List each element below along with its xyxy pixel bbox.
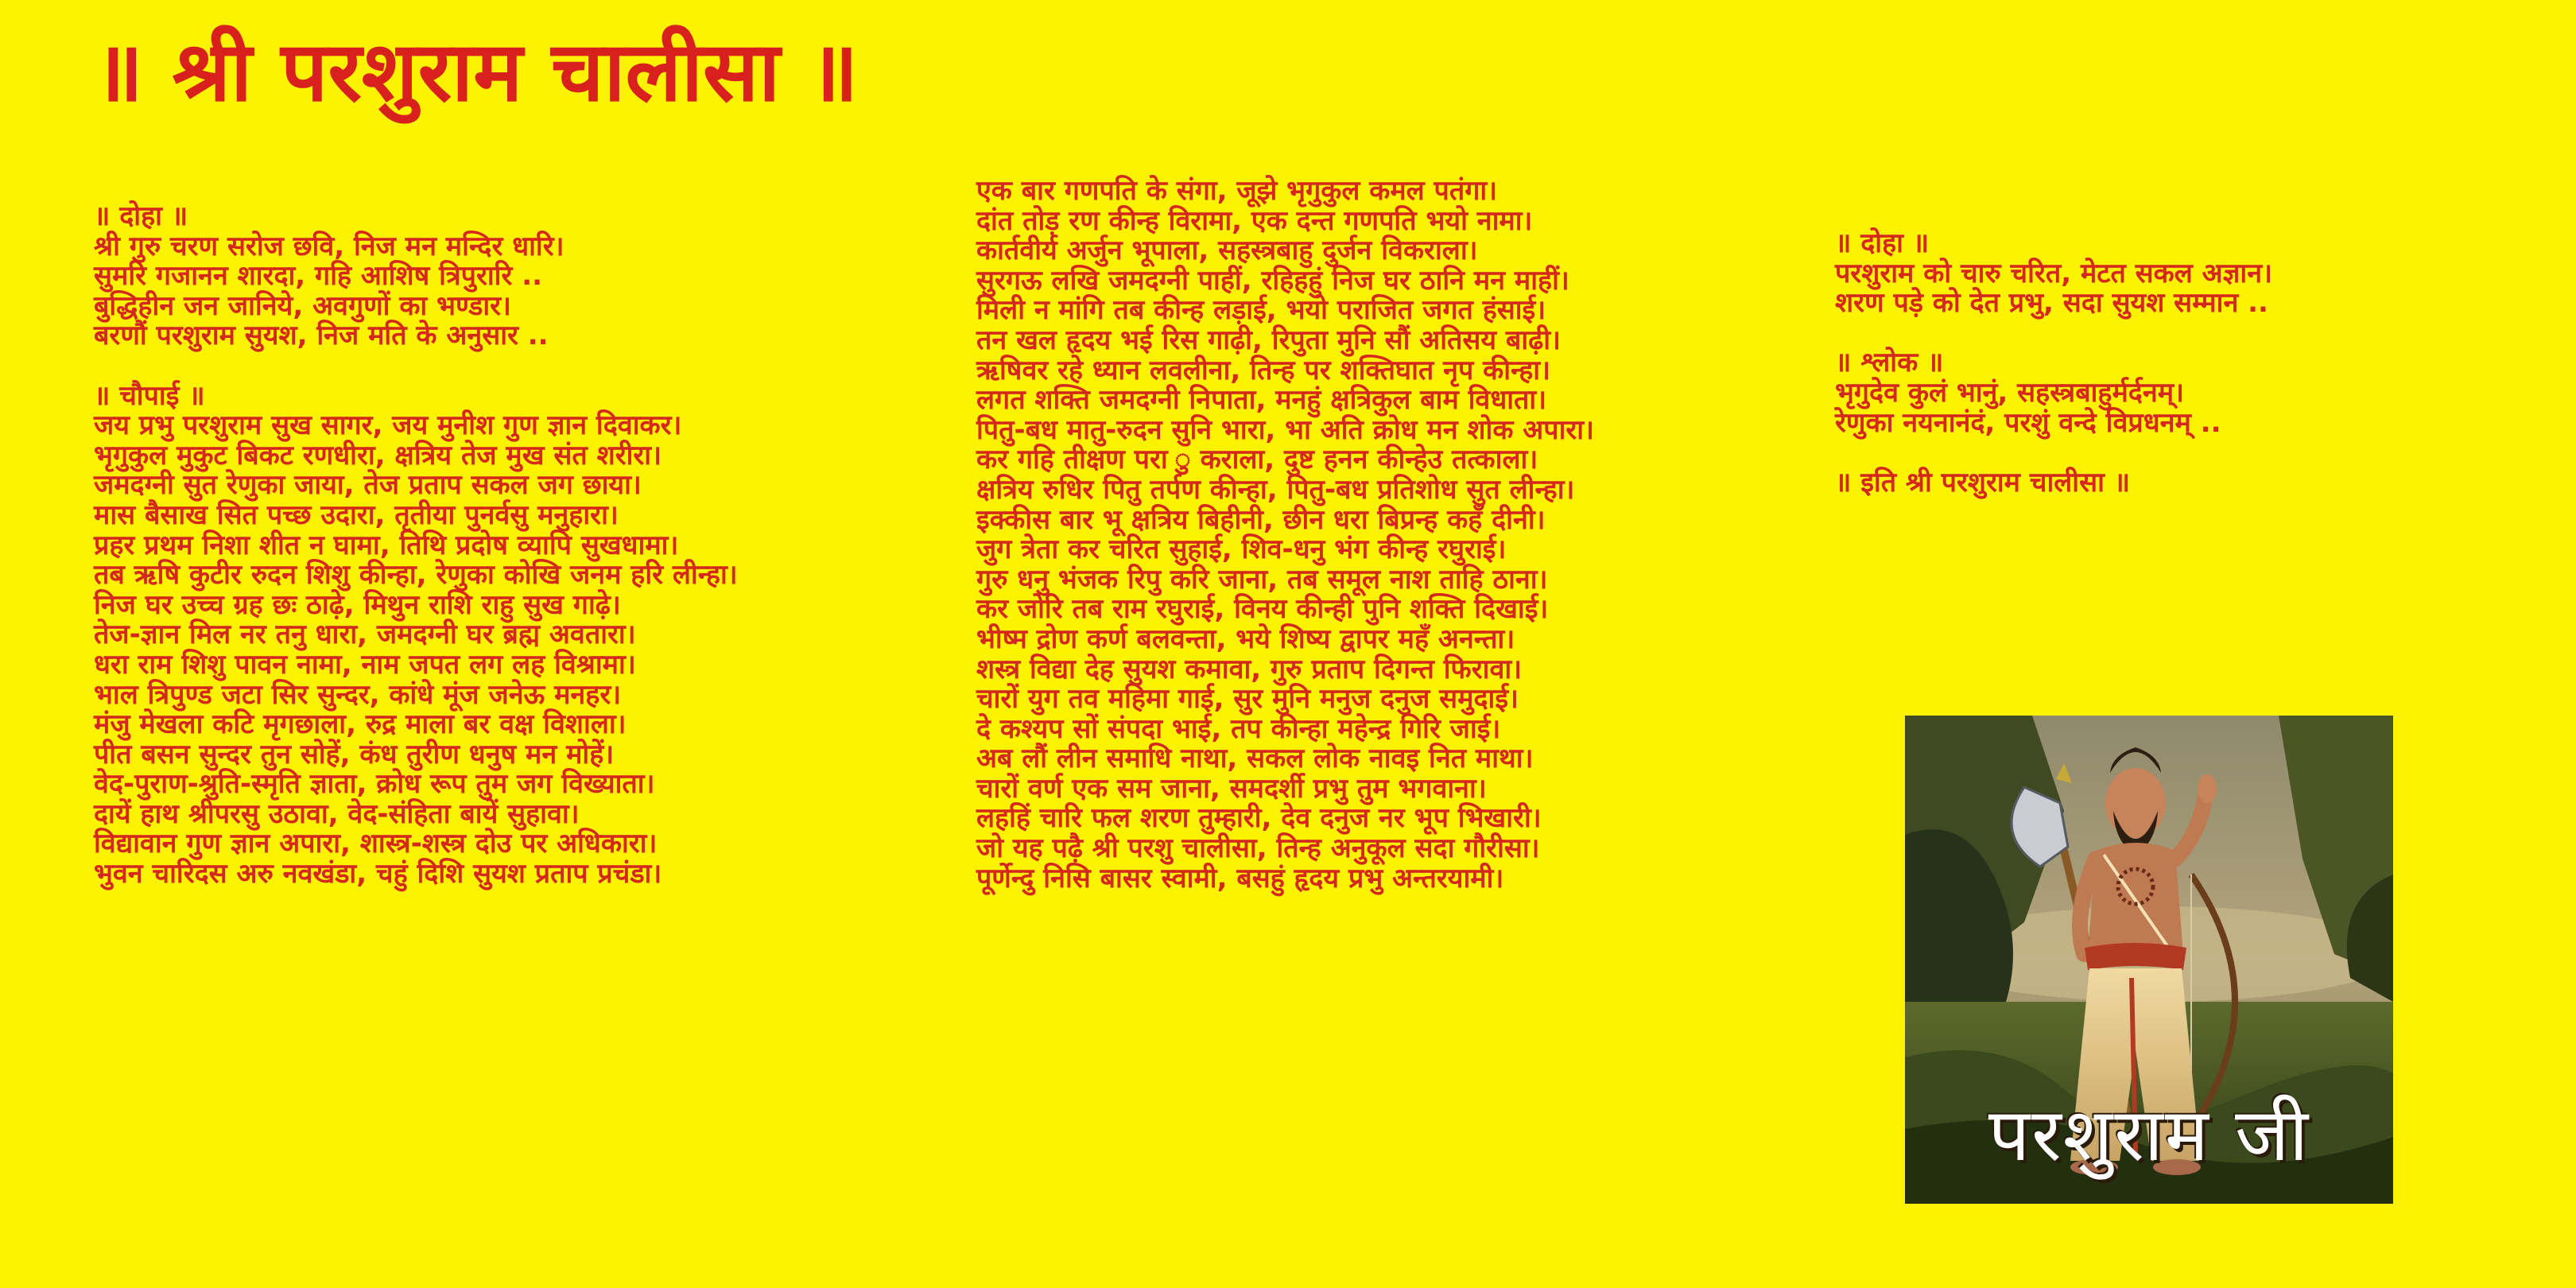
chaupai-line: तब ऋषि कुटीर रुदन शिशु कीन्हा, रेणुका कोखि जनम हरि लीन्हा।	[94, 559, 738, 592]
chaupai-line: पितु-बध मातु-रुदन सुनि भारा, भा अति क्रोध मन शोक अपारा।	[976, 413, 1594, 446]
chaupai-line: शस्त्र विद्या देह सुयश कमावा, गुरु प्रताप दिगन्त फिरावा।	[976, 653, 1523, 685]
chaupai-line: मास बैसाख सित पच्छ उदारा, तृतीया पुनर्वसु मनुहारा।	[94, 499, 619, 531]
chaupai-line: कर जोरि तब राम रघुराई, विनय कीन्ही पुनि शक्ति दिखाई।	[976, 593, 1549, 626]
chaupai-line: इक्कीस बार भू क्षत्रिय बिहीनी, छीन धरा बिप्रन्ह कहँ दीनी।	[976, 503, 1546, 536]
doha-line: बरणौं परशुराम सुयश, निज मति के अनुसार ..	[94, 320, 549, 352]
doha-line: परशुराम को चारु चरित, मेटत सकल अज्ञान।	[1835, 257, 2272, 289]
column-doha-shloka	[1835, 229, 2272, 498]
spacer	[1835, 319, 2272, 349]
chaupai-line: भाल त्रिपुण्ड जटा सिर सुन्दर, कांधे मूंज जनेऊ मनहर।	[94, 678, 622, 711]
chaupai-line: कर गहि तीक्षण परा ु कराला, दुष्ट हनन कीन्हेउ तत्काला।	[976, 444, 1538, 476]
page-title: ॥ श्री परशुराम चालीसा ॥	[94, 23, 859, 120]
chaupai-line: पूर्णेन्दु निसि बासर स्वामी, बसहुं हृदय प्रभु अन्तरयामी।	[976, 862, 1504, 894]
chaupai-line: लगत शक्ति जमदग्नी निपाता, मनहुं क्षत्रिकुल बाम विधाता।	[976, 384, 1547, 417]
chaupai-line: चारों वर्ण एक सम जाना, समदर्शी प्रभु तुम भगवाना।	[976, 772, 1487, 805]
column-doha-chaupai	[94, 202, 738, 890]
chaupai-line: जमदग्नी सुत रेणुका जाया, तेज प्रताप सकल जग छाया।	[94, 469, 642, 502]
chaupai-line: एक बार गणपति के संगा, जूझे भृगुकुल कमल पतंगा।	[976, 175, 1498, 207]
ending-line: ॥ इति श्री परशुराम चालीसा ॥	[1835, 466, 2131, 499]
doha-line: शरण पड़े को देत प्रभु, सदा सुयश सम्मान ..	[1835, 287, 2268, 320]
spacer	[94, 351, 738, 382]
portrait-caption: परशुराम जी	[1988, 1092, 2310, 1177]
chaupai-line: दांत तोड़ रण कीन्ह विरामा, एक दन्त गणपति भयो नामा।	[976, 204, 1533, 237]
chaupai-line: भीष्म द्रोण कर्ण बलवन्ता, भये शिष्य द्वापर महँ अनन्ता।	[976, 623, 1515, 655]
chaupai-line: जय प्रभु परशुराम सुख सागर, जय मुनीश गुण ज्ञान दिवाकर।	[94, 409, 682, 442]
chaupai-line: चारों युग तव महिमा गाई, सुर मुनि मनुज दनुज समुदाई।	[976, 683, 1519, 716]
chaupai-line: विद्यावान गुण ज्ञान अपारा, शास्त्र-शस्त्र दोउ पर अधिकारा।	[94, 828, 658, 860]
shloka-line: भृगुदेव कुलं भानुं, सहस्त्रबाहुर्मर्दनम्।	[1835, 376, 2184, 409]
chaupai-line: वेद-पुराण-श्रुति-स्मृति ज्ञाता, क्रोध रूप तुम जग विख्याता।	[94, 768, 655, 801]
chaupai-line: जुग त्रेता कर चरित सुहाई, शिव-धनु भंग कीन्ह रघुराई।	[976, 533, 1507, 566]
parshuram-portrait	[1905, 716, 2393, 1204]
chaupai-line: सुरगऊ लखि जमदग्नी पाहीं, रहिहहुं निज घर ठानि मन माहीं।	[976, 264, 1569, 297]
chaupai-line: दे कश्यप सों संपदा भाई, तप कीन्हा महेन्द्र गिरि जाई।	[976, 712, 1501, 745]
chaupai-line: निज घर उच्च ग्रह छः ठाढ़े, मिथुन राशि राहु सुख गाढ़े।	[94, 588, 621, 621]
chaupai-line: जो यह पढ़ै श्री परशु चालीसा, तिन्ह अनुकूल सदा गौरीसा।	[976, 832, 1540, 865]
doha-heading: ॥ दोहा ॥	[1835, 227, 1930, 259]
chaupai-line: भृगुकुल मुकुट बिकट रणधीरा, क्षत्रिय तेज मुख संत शरीरा।	[94, 439, 661, 471]
doha-line: बुद्धिहीन जन जानिये, अवगुणों का भण्डार।	[94, 289, 511, 322]
chaupai-line: पीत बसन सुन्दर तुन सोहें, कंध तुरीण धनुष मन मोहें।	[94, 738, 615, 770]
chaupai-line: प्रहर प्रथम निशा शीत न घामा, तिथि प्रदोष व्यापि सुखधामा।	[94, 529, 679, 561]
chaupai-line: धरा राम शिशु पावन नामा, नाम जपत लग लह विश्रामा।	[94, 648, 636, 681]
chaupai-line: लहहिं चारि फल शरण तुम्हारी, देव दनुज नर भूप भिखारी।	[976, 802, 1542, 835]
chaupai-line: गुरु धनु भंजक रिपु करि जाना, तब समूल नाश ताहि ठाना।	[976, 563, 1548, 596]
chaupai-line: तन खल हृदय भई रिस गाढ़ी, रिपुता मुनि सौं अतिसय बाढ़ी।	[976, 324, 1561, 356]
shloka-line: रेणुका नयनानंदं, परशुं वन्दे विप्रधनम् ..	[1835, 406, 2221, 439]
chaupai-line: अब लौं लीन समाधि नाथा, सकल लोक नावइ नित माथा।	[976, 743, 1534, 775]
chaupai-line: कार्तवीर्य अर्जुन भूपाला, सहस्त्रबाहु दुर्जन विकराला।	[976, 235, 1478, 267]
doha-line: श्री गुरु चरण सरोज छवि, निज मन मन्दिर धारि।	[94, 230, 564, 262]
doha-line: सुमरि गजानन शारदा, गहि आशिष त्रिपुरारि ..	[94, 260, 543, 293]
column-chaupai-continued	[976, 177, 1594, 894]
chaupai-line: ऋषिवर रहे ध्यान लवलीना, तिन्ह पर शक्तिघात नृप कीन्हा।	[976, 354, 1550, 386]
chaupai-line: भुवन चारिदस अरु नवखंडा, चहुं दिशि सुयश प्रताप प्रचंडा।	[94, 858, 662, 890]
chaupai-line: तेज-ज्ञान मिल नर तनु धारा, जमदग्नी घर ब्रह्म अवतारा।	[94, 619, 636, 651]
chaupai-line: दायें हाथ श्रीपरसु उठावा, वेद-संहिता बायें सुहावा।	[94, 797, 580, 830]
chaupai-line: क्षत्रिय रुधिर पितु तर्पण कीन्हा, पितु-बध प्रतिशोध सुत लीन्हा।	[976, 473, 1575, 506]
chaupai-line: मिली न मांगि तब कीन्ह लड़ाई, भयो पराजित जगत हंसाई।	[976, 294, 1546, 327]
doha-heading: ॥ दोहा ॥	[94, 200, 188, 232]
chaupai-heading: ॥ चौपाई ॥	[94, 379, 205, 412]
shloka-heading: ॥ श्लोक ॥	[1835, 347, 1944, 379]
spacer	[1835, 438, 2272, 468]
chaupai-line: मंजु मेखला कटि मृगछाला, रुद्र माला बर वक्ष विशाला।	[94, 708, 627, 741]
